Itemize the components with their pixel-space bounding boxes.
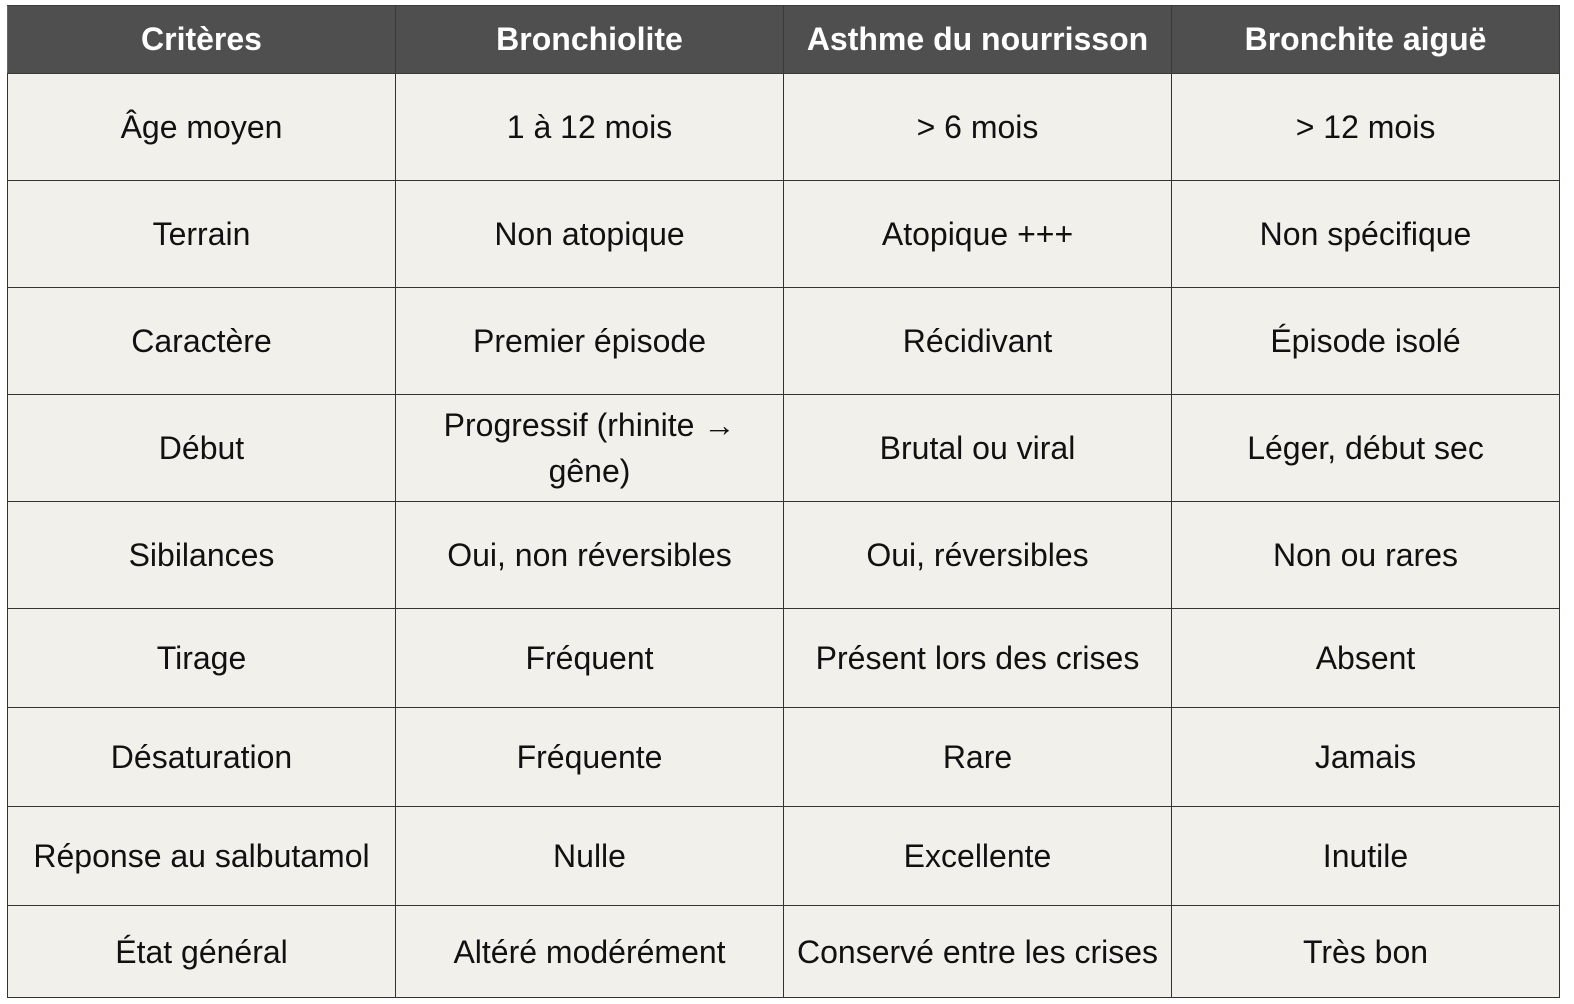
table-row — [8, 288, 1560, 395]
header-asthme: Asthme du nourrisson — [784, 6, 1172, 74]
table-cell: Inutile — [1172, 807, 1560, 906]
row-criterion: Début — [8, 395, 396, 502]
row-criterion: Réponse au salbutamol — [8, 807, 396, 906]
header-bronchite: Bronchite aiguë — [1172, 6, 1560, 74]
row-criterion: Caractère — [8, 288, 396, 395]
table-cell: Oui, non réversibles — [396, 502, 784, 609]
table-cell: Très bon — [1172, 906, 1560, 998]
table-cell: Présent lors des crises — [784, 609, 1172, 708]
row-criterion: État général — [8, 906, 396, 998]
row-criterion: Sibilances — [8, 502, 396, 609]
table-cell: Nulle — [396, 807, 784, 906]
table-cell: Fréquente — [396, 708, 784, 807]
comparison-table — [7, 5, 1560, 998]
table-cell: Épisode isolé — [1172, 288, 1560, 395]
table-cell: > 6 mois — [784, 74, 1172, 181]
table-row — [8, 74, 1560, 181]
comparison-table-container — [7, 5, 1559, 998]
table-cell: Altéré modérément — [396, 906, 784, 998]
table-cell: Atopique +++ — [784, 181, 1172, 288]
table-cell: Brutal ou viral — [784, 395, 1172, 502]
table-row — [8, 181, 1560, 288]
row-criterion: Tirage — [8, 609, 396, 708]
table-row — [8, 395, 1560, 502]
table-row — [8, 906, 1560, 998]
table-cell: Jamais — [1172, 708, 1560, 807]
table-cell: 1 à 12 mois — [396, 74, 784, 181]
table-cell: Excellente — [784, 807, 1172, 906]
table-cell: Récidivant — [784, 288, 1172, 395]
table-cell: Non spécifique — [1172, 181, 1560, 288]
table-row — [8, 502, 1560, 609]
header-row — [8, 6, 1560, 74]
table-row — [8, 609, 1560, 708]
row-criterion: Désaturation — [8, 708, 396, 807]
table-cell: > 12 mois — [1172, 74, 1560, 181]
table-cell: Conservé entre les crises — [784, 906, 1172, 998]
table-cell: Non atopique — [396, 181, 784, 288]
table-cell: Absent — [1172, 609, 1560, 708]
table-row — [8, 708, 1560, 807]
row-criterion: Terrain — [8, 181, 396, 288]
table-cell: Léger, début sec — [1172, 395, 1560, 502]
header-criteria: Critères — [8, 6, 396, 74]
table-cell: Fréquent — [396, 609, 784, 708]
table-row — [8, 807, 1560, 906]
header-bronchiolite: Bronchiolite — [396, 6, 784, 74]
table-cell: Oui, réversibles — [784, 502, 1172, 609]
table-cell: Rare — [784, 708, 1172, 807]
row-criterion: Âge moyen — [8, 74, 396, 181]
table-cell: Non ou rares — [1172, 502, 1560, 609]
table-cell: Progressif (rhinite → gêne) — [396, 395, 784, 502]
table-cell: Premier épisode — [396, 288, 784, 395]
